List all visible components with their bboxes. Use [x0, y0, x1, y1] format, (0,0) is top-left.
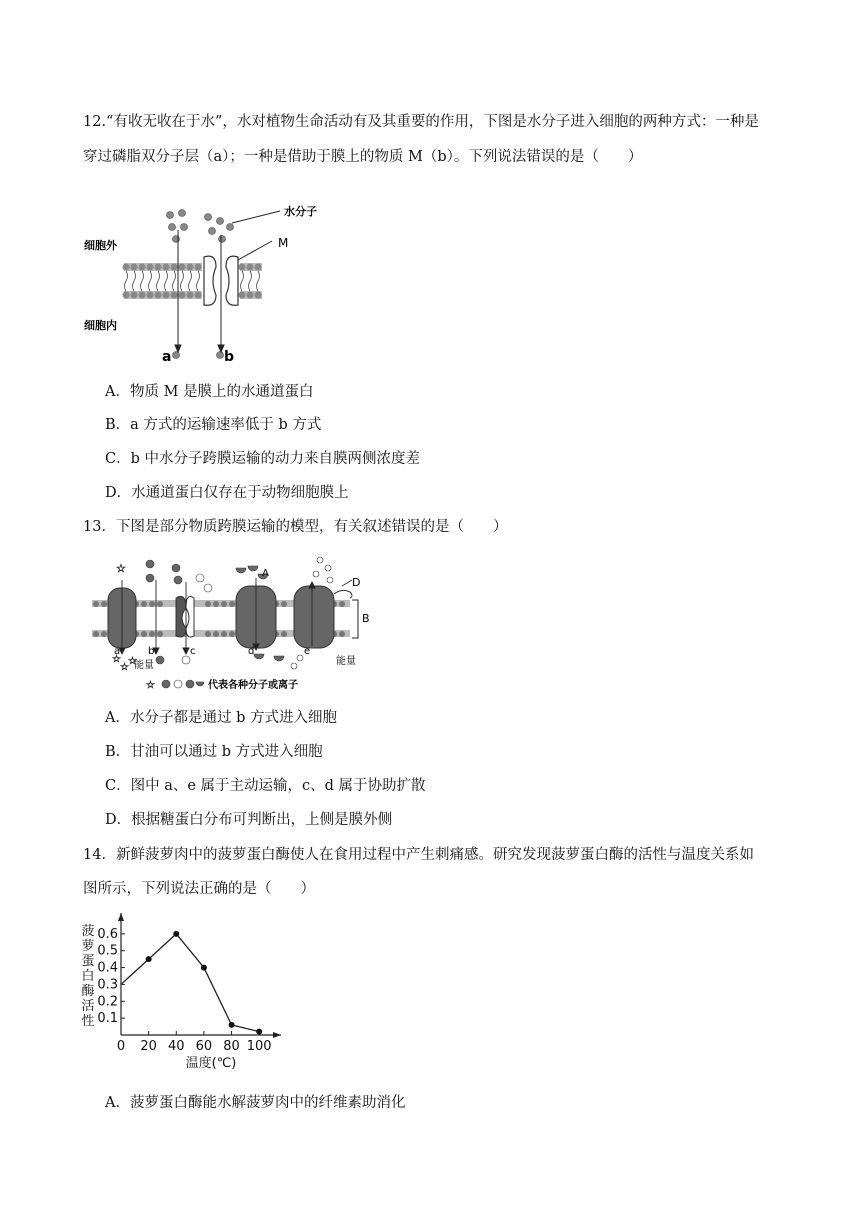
q14-option-a: A．菠萝蛋白酶能水解菠萝肉中的纤维素助消化: [105, 1095, 406, 1111]
y-axis-label-char: 萝: [81, 939, 95, 954]
label-water: 水分子: [284, 205, 317, 218]
series-line: [121, 934, 259, 1032]
svg-text:☆: ☆: [128, 656, 137, 667]
data-point: [201, 965, 207, 971]
label-a: a: [114, 646, 121, 657]
label-a: a: [162, 349, 172, 365]
label-B: B: [362, 612, 370, 625]
q12-figure: [80, 195, 340, 370]
y-axis-label-char: 活: [81, 999, 95, 1014]
y-axis-label-char: 酶: [81, 984, 95, 999]
data-point: [173, 931, 179, 937]
label-A: A: [262, 568, 269, 579]
y-axis-label-char: 性: [81, 1014, 95, 1029]
legend-text: 代表各种分子或离子: [208, 680, 298, 691]
water-molecules: [167, 210, 234, 359]
q12-option-b: B．a 方式的运输速率低于 b 方式: [105, 417, 322, 433]
label-m: M: [278, 236, 289, 250]
label-energy-right: 能量: [336, 656, 356, 667]
q12-stem-line1: 12.“有收无收在于水”，水对植物生命活动有及其重要的作用，下图是水分子进入细胞的两种方式：一种是: [83, 114, 759, 130]
x-tick-label: 40: [167, 1039, 185, 1054]
y-tick-label: 0.5: [97, 943, 118, 959]
data-point: [256, 1029, 262, 1035]
y-axis-label-char: 白: [81, 969, 95, 984]
data-point: [229, 1022, 235, 1028]
label-c: c: [190, 646, 196, 657]
svg-text:☆: ☆: [146, 680, 155, 691]
y-tick-label: 0.2: [97, 994, 118, 1010]
x-tick-label: 100: [246, 1039, 272, 1054]
x-axis-arrow: [273, 1032, 281, 1038]
svg-text:☆: ☆: [112, 654, 121, 665]
q13-figure: [90, 550, 380, 695]
label-b: b: [148, 646, 155, 657]
svg-text:☆: ☆: [120, 662, 129, 673]
leader-lines: [232, 211, 280, 260]
y-axis-label-char: 菠: [81, 924, 95, 939]
q13-option-b: B．甘油可以通过 b 方式进入细胞: [105, 744, 323, 760]
q12-stem-line2: 穿过磷脂双分子层（a）；一种是借助于膜上的物质 M（b）。下列说法错误的是（ ）: [83, 149, 643, 165]
glycoprotein: [334, 580, 352, 598]
y-tick-label: 0.4: [97, 960, 118, 976]
label-d: d: [248, 646, 255, 657]
carrier-proteins: [108, 586, 334, 648]
q14-stem-line1: 14．新鲜菠萝肉中的菠萝蛋白酶使人在食用过程中产生刺痛感。研究发现菠萝蛋白酶的活性与温度关系如: [83, 847, 754, 863]
data-point: [146, 956, 152, 962]
phospholipid-tails: [125, 271, 260, 291]
label-b: b: [224, 349, 235, 365]
transport-arrows: [119, 578, 315, 654]
y-tick-label: 0.1: [97, 1011, 118, 1027]
q13-option-a: A．水分子都是通过 b 方式进入细胞: [105, 710, 337, 726]
label-outside: 细胞外: [84, 239, 117, 252]
q12-option-d: D．水通道蛋白仅存在于动物细胞膜上: [105, 485, 349, 501]
svg-text:☆: ☆: [116, 562, 126, 575]
phospholipid-heads: [123, 264, 262, 299]
y-tick-label: 0.3: [97, 977, 118, 993]
q12-option-c: C．b 中水分子跨膜运输的动力来自膜两侧浓度差: [105, 451, 420, 467]
q14-stem-line2: 图所示，下列说法正确的是（ ）: [83, 881, 315, 897]
label-energy-left: 能量: [134, 660, 154, 671]
label-inside: 细胞内: [84, 319, 117, 332]
q13-option-c: C．图中 a、e 属于主动运输，c、d 属于协助扩散: [105, 778, 426, 794]
x-tick-label: 80: [223, 1039, 240, 1054]
y-tick-label: 0.6: [97, 926, 118, 942]
x-tick-label: 20: [140, 1039, 157, 1054]
q12-option-a: A．物质 M 是膜上的水通道蛋白: [105, 384, 314, 400]
x-axis-label: 温度(℃): [185, 1056, 237, 1071]
activity-temperature-chart: [76, 905, 296, 1080]
label-D: D: [352, 576, 361, 589]
y-axis-label-char: 蛋: [81, 954, 95, 969]
legend-symbols: [146, 680, 204, 691]
x-tick-label: 0: [116, 1039, 126, 1054]
q13-option-d: D．根据糖蛋白分布可判断出，上侧是膜外侧: [105, 812, 393, 828]
x-tick-label: 60: [195, 1039, 213, 1054]
q13-stem: 13．下图是部分物质跨膜运输的模型，有关叙述错误的是（ ）: [83, 519, 508, 535]
y-axis-arrow: [118, 913, 124, 921]
bracket-b: [352, 600, 358, 638]
label-e: e: [304, 646, 311, 657]
